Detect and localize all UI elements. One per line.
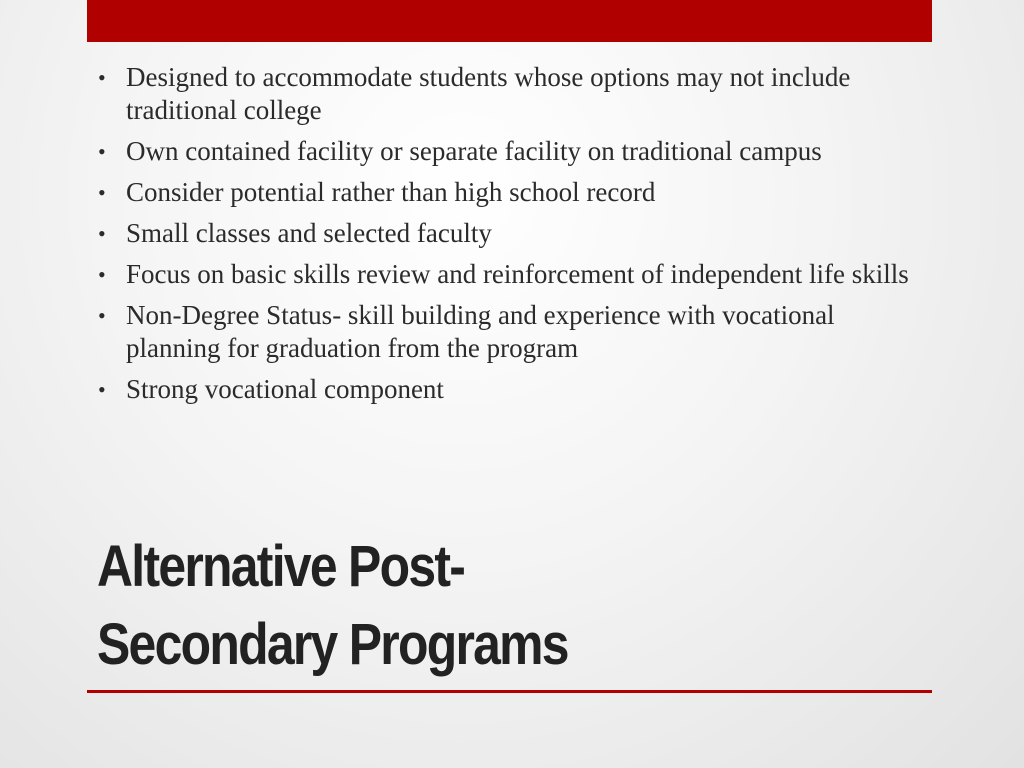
bullet-dot-icon: •: [98, 139, 106, 164]
bullet-text: Designed to accommodate students whose options may not include traditional college: [126, 62, 851, 125]
bullet-item: [98, 258, 928, 291]
bullet-text: Small classes and selected faculty: [126, 218, 492, 248]
bullet-item: [98, 176, 928, 209]
bullet-text: Strong vocational component: [126, 374, 444, 404]
bullet-item: [98, 135, 928, 168]
bullet-dot-icon: •: [98, 65, 106, 90]
bullet-text: Own contained facility or separate facility on traditional campus: [126, 136, 822, 166]
bullet-text: Focus on basic skills review and reinforcement of independent life skills: [126, 259, 909, 289]
bullet-item: [98, 299, 928, 365]
slide-title-line: Alternative Post-: [97, 534, 465, 599]
bullet-dot-icon: •: [98, 303, 106, 328]
bullet-text: Consider potential rather than high school record: [126, 177, 656, 207]
bullet-item: [98, 217, 928, 250]
slide-title: [97, 528, 811, 684]
bullet-dot-icon: •: [98, 221, 106, 246]
bullet-text: Non-Degree Status- skill building and experience with vocational planning for graduation from the program: [126, 300, 835, 363]
bullet-item: [98, 373, 928, 406]
slide-title-line: Secondary Programs: [97, 612, 568, 677]
bullet-item: [98, 61, 928, 127]
title-underline-rule: [87, 690, 932, 693]
bullet-dot-icon: •: [98, 377, 106, 402]
top-accent-bar: [87, 0, 932, 42]
bullet-dot-icon: •: [98, 262, 106, 287]
bullet-list: [98, 61, 928, 414]
bullet-dot-icon: •: [98, 180, 106, 205]
